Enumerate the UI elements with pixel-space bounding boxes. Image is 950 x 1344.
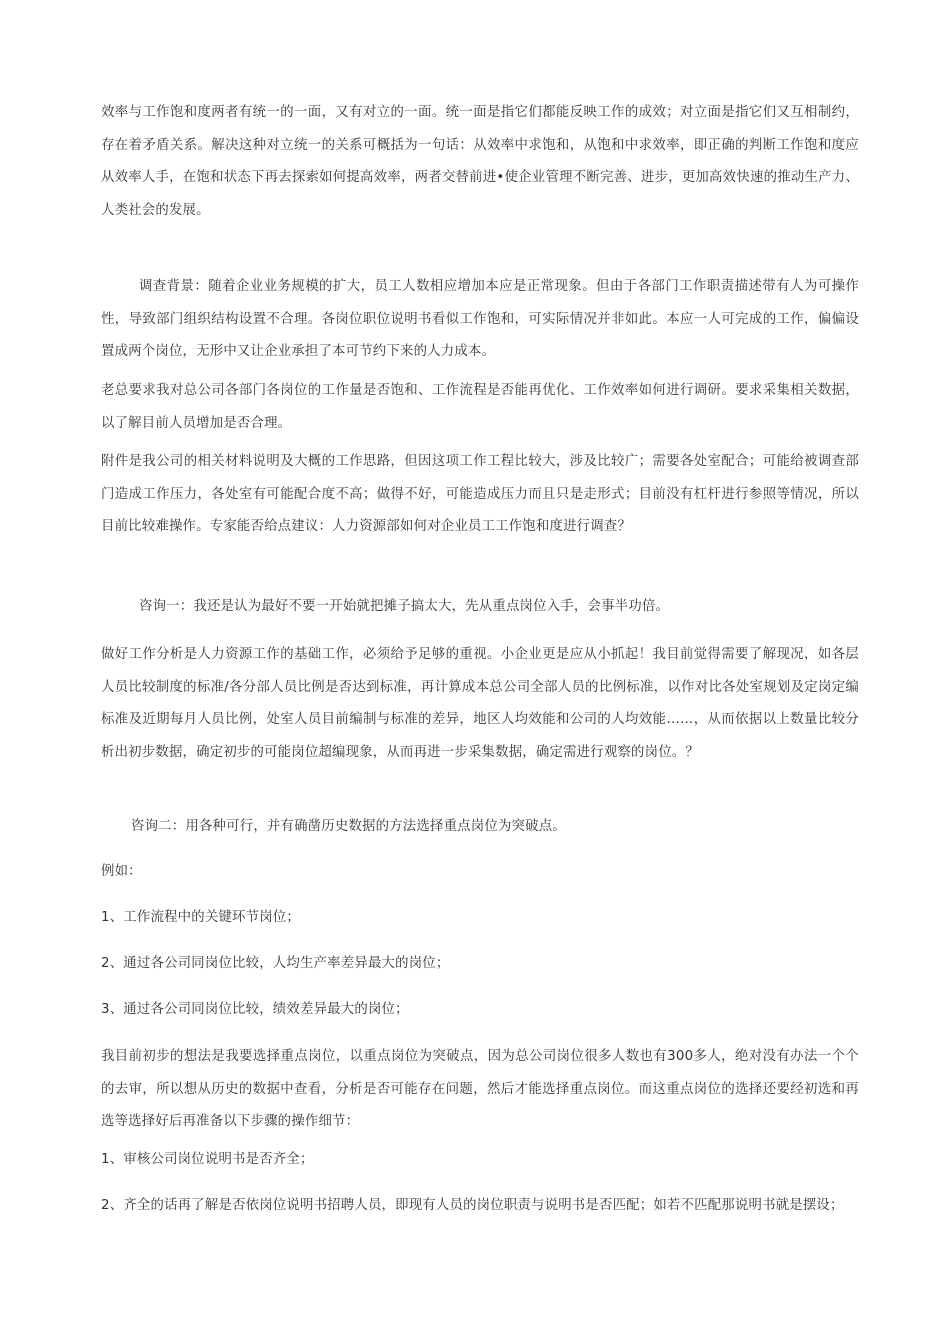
paragraph-initial-idea: 我目前初步的想法是我要选择重点岗位，以重点岗位为突破点，因为总公司岗位很多人数也有300多人，绝对没有办法一个个的去审，所以想从历史的数据中查看，分析是否可能存在问题，然后才能选择重点岗位。而这重点岗位的选择还要经初选和再选等选择好后再准备以下步骤的操作细节： — [101, 1049, 859, 1129]
paragraph-attachment-note: 附件是我公司的相关材料说明及大概的工作思路，但因这项工作工程比较大，涉及比较广；需要各处室配合；可能给被调查部门造成工作压力，各处室有可能配合度不高；做得不好，可能造成压力而且只是走形式；目前没有杠杆进行参照等情况，所以目前比较难操作。专家能否给点建议：人力资源部如何对企业员工工作饱和度进行调查？ — [101, 454, 859, 534]
list-item-review-descriptions: 1、审核公司岗位说明书是否齐全； — [101, 1152, 314, 1167]
paragraph-consult-one: 咨询一：我还是认为最好不要一开始就把摊子搞太大，先从重点岗位入手，会事半功倍。 — [139, 599, 670, 614]
paragraph-example-heading: 例如： — [101, 864, 142, 879]
paragraph-consult-two: 咨询二：用各种可行，并有确凿历史数据的方法选择重点岗位为突破点。 — [131, 819, 566, 834]
list-item-performance-gap: 3、通过各公司同岗位比较，绩效差异最大的岗位； — [101, 1002, 409, 1017]
list-item-key-process: 1、工作流程中的关键环节岗位； — [101, 910, 300, 925]
list-item-check-matching: 2、齐全的话再了解是否依岗位说明书招聘人员，即现有人员的岗位职责与说明书是否匹配；如若不匹配那说明书就是摆设； — [101, 1198, 844, 1213]
paragraph-job-analysis: 做好工作分析是人力资源工作的基础工作，必须给予足够的重视。小企业更是应从小抓起！我目前觉得需要了解现况，如各层人员比较制度的标准/各分部人员比例是否达到标准，再计算成本总公司全部人员的比例标准，以作对比各处室规划及定岗定编标准及近期每月人员比例，处室人员目前编制与标准的差异，地区人均效能和公司的人均效能……，从而依据以上数量比较分析出初步数据，确定初步的可能岗位超编现象，从而再进一步采集数据，确定需进行观察的岗位。？ — [101, 647, 859, 760]
paragraph-efficiency-saturation: 效率与工作饱和度两者有统一的一面，又有对立的一面。统一面是指它们都能反映工作的成效；对立面是指它们又互相制约，存在着矛盾关系。解决这种对立统一的关系可概括为一句话：从效率中求饱和，从饱和中求效率，即正确的判断工作饱和度应从效率人手，在饱和状态下再去探索如何提高效率，两者交替前进•使企业管理不断完善、进步，更加高效快速的推动生产力、人类社会的发展。 — [101, 105, 859, 218]
paragraph-boss-request: 老总要求我对总公司各部门各岗位的工作量是否饱和、工作流程是否能再优化、工作效率如何进行调研。要求采集相关数据，以了解目前人员增加是否合理。 — [101, 383, 859, 431]
paragraph-survey-background: 调查背景：随着企业业务规模的扩大，员工人数相应增加本应是正常现象。但由于各部门工作职责描述带有人为可操作性，导致部门组织结构设置不合理。各岗位职位说明书看似工作饱和，可实际情况并非如此。本应一人可完成的工作，偏偏设置成两个岗位，无形中又让企业承担了本可节约下来的人力成本。 — [101, 279, 859, 359]
list-item-productivity-gap: 2、通过各公司同岗位比较，人均生产率差异最大的岗位； — [101, 956, 450, 971]
